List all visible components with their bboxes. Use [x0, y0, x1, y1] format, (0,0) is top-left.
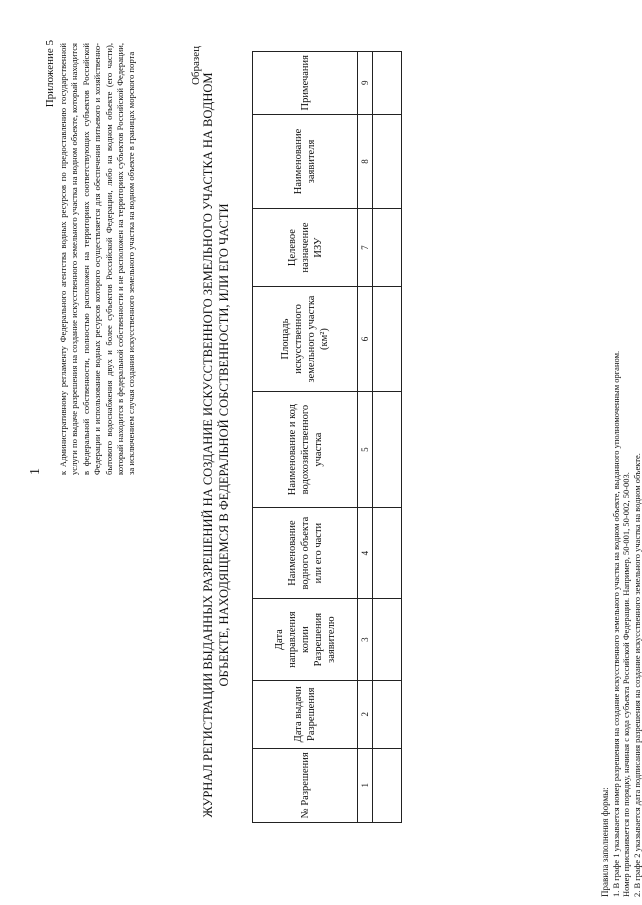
rule-item: Номер присваивается по порядку, начиная с кода субъекта Российской Федерации. Например, 50-001, 50-002, 50-003.: [621, 472, 632, 897]
table-cell: [373, 52, 402, 115]
table-row: [373, 52, 402, 823]
table-cell: [373, 209, 402, 286]
filling-rules: [600, 17, 642, 897]
table-cell: [373, 507, 402, 598]
header-water-section: Наименование и код водохозяйственного участка: [253, 392, 358, 507]
header-issue-date: Дата выдачи Разрешения: [253, 680, 358, 748]
table-cell: [373, 599, 402, 681]
rule-item: 2. В графе 2 указывается дата подписания разрешения на создание искусственного земельного участка на водном объекте.: [631, 453, 642, 897]
table-cell: [373, 114, 402, 209]
rules-title: Правила заполнения формы:: [600, 787, 610, 897]
column-number-row: [358, 52, 373, 823]
table-cell: [373, 748, 402, 822]
column-number: 1: [358, 748, 373, 822]
header-applicant: Наименование заявителя: [253, 114, 358, 209]
column-number: 9: [358, 52, 373, 115]
journal-title: ЖУРНАЛ РЕГИСТРАЦИИ ВЫДАННЫХ РАЗРЕШЕНИЙ НА СОЗДАНИЕ ИСКУССТВЕННОГО ЗЕМЕЛЬНОГО УЧАСТКА НА ВОДНОМ ОБЪЕКТЕ, НАХОДЯЩЕМСЯ В ФЕДЕРАЛЬНОЙ СОБСТВЕННОСТИ, ИЛИ ЕГО ЧАСТИ: [201, 72, 231, 818]
column-number: 3: [358, 599, 373, 681]
column-number: 4: [358, 507, 373, 598]
appendix-text: к Административному регламенту Федерального агентства водных ресурсов по предоставлению государственной услуги по выдаче разрешения на создание искусственного земельного участка на водном объекте, который находится в федеральной собственности, полностью расположен на территориях соответствующих субъектов Российской Федерации и использование водных ресурсов которого осуществляется для обеспечения питьевого и хозяйственно-бытового водоснабжения двух и более субъектов Российской Федерации, либо на водном объекте (его части), который находится в федеральной собственности и не расположен на территориях субъектов Российской Федерации, за исключением случая создания искусственного земельного участка на водном объекте в границах морского порта: [58, 43, 137, 475]
table-cell: [373, 392, 402, 507]
header-water-object: Наименование водного объекта или его части: [253, 507, 358, 598]
column-number: 7: [358, 209, 373, 286]
column-number: 6: [358, 286, 373, 392]
sample-label: Образец: [190, 46, 202, 86]
column-number: 2: [358, 680, 373, 748]
header-purpose: Целевое назначение ИЗУ: [253, 209, 358, 286]
header-row: [253, 52, 358, 823]
header-notes: Примечания: [253, 52, 358, 115]
register-table: [252, 51, 402, 823]
rule-item: 1. В графе 1 указывается номер разрешения на создание искусственного земельного участка на водном объекте, выданного уполномоченным органом.: [610, 350, 621, 897]
page-number: 1: [28, 468, 43, 475]
column-number: 8: [358, 114, 373, 209]
column-number: 5: [358, 392, 373, 507]
header-permit-number: № Разрешения: [253, 748, 358, 822]
header-copy-date: Дата направления копии Разрешения заявителю: [253, 599, 358, 681]
appendix-label: Приложение 5: [44, 40, 56, 108]
table-cell: [373, 286, 402, 392]
table-cell: [373, 680, 402, 748]
header-area: Площадь искусственного земельного участка (км²): [253, 286, 358, 392]
